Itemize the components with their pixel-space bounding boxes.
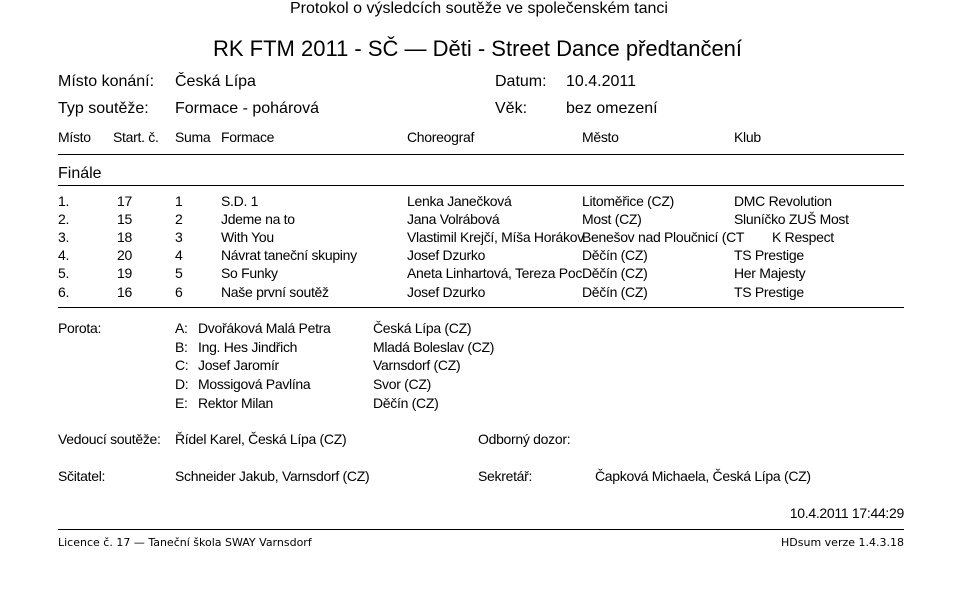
column-header-sum: Suma bbox=[175, 129, 211, 145]
result-club: TS Prestige bbox=[734, 284, 804, 300]
header-divider bbox=[58, 154, 904, 155]
judge-letter: D: bbox=[175, 376, 189, 392]
result-formation: So Funky bbox=[221, 265, 278, 281]
judge-letter: B: bbox=[175, 339, 188, 355]
competition-leader-value: Řídel Karel, Česká Lípa (CZ) bbox=[175, 431, 347, 447]
judge-name: Mossigová Pavlína bbox=[198, 376, 311, 392]
venue-value: Česká Lípa bbox=[175, 73, 256, 90]
result-formation: Naše první soutěž bbox=[221, 284, 329, 300]
result-sum: 3 bbox=[175, 229, 183, 245]
result-sum: 2 bbox=[175, 211, 183, 227]
jury-label: Porota: bbox=[58, 320, 102, 336]
result-formation: Návrat taneční skupiny bbox=[221, 247, 357, 263]
judge-city: Česká Lípa (CZ) bbox=[373, 320, 472, 336]
judge-city: Mladá Boleslav (CZ) bbox=[373, 339, 495, 355]
result-place: 4. bbox=[58, 247, 70, 263]
column-header-start: Start. č. bbox=[113, 129, 159, 145]
timestamp: 10.4.2011 17:44:29 bbox=[789, 505, 904, 521]
result-sum: 4 bbox=[175, 247, 183, 263]
secretary-value: Čapková Michaela, Česká Lípa (CZ) bbox=[595, 468, 811, 484]
result-start-number: 15 bbox=[117, 211, 132, 227]
result-sum: 6 bbox=[175, 284, 183, 300]
result-choreographer: Josef Dzurko bbox=[407, 284, 486, 300]
result-club: TS Prestige bbox=[734, 247, 804, 263]
software-version: HDsum verze 1.4.3.18 bbox=[781, 536, 904, 549]
result-city: Benešov nad Ploučnicí (CT bbox=[582, 229, 745, 245]
result-club: DMC Revolution bbox=[734, 193, 832, 209]
expert-supervision-label: Odborný dozor: bbox=[478, 431, 571, 447]
result-choreographer: Jana Volrábová bbox=[407, 211, 500, 227]
result-club: Her Majesty bbox=[734, 265, 806, 281]
date-label: Datum: bbox=[495, 73, 547, 90]
result-club: Sluníčko ZUŠ Most bbox=[734, 211, 849, 227]
result-city: Most (CZ) bbox=[582, 211, 642, 227]
result-formation: S.D. 1 bbox=[221, 193, 259, 209]
judge-letter: A: bbox=[175, 320, 188, 336]
result-sum: 1 bbox=[175, 193, 183, 209]
result-place: 3. bbox=[58, 229, 70, 245]
age-value: bez omezení bbox=[566, 100, 658, 117]
result-place: 1. bbox=[58, 193, 70, 209]
result-city: Děčín (CZ) bbox=[582, 247, 648, 263]
result-start-number: 18 bbox=[117, 229, 132, 245]
judge-name: Rektor Milan bbox=[198, 395, 273, 411]
column-header-place: Místo bbox=[58, 129, 91, 145]
column-header-formation: Formace bbox=[221, 129, 275, 145]
judge-city: Svor (CZ) bbox=[373, 376, 431, 392]
result-start-number: 16 bbox=[117, 284, 132, 300]
column-header-city: Město bbox=[582, 129, 619, 145]
result-city: Litoměřice (CZ) bbox=[582, 193, 674, 209]
counter-value: Schneider Jakub, Varnsdorf (CZ) bbox=[175, 468, 370, 484]
column-header-choreographer: Choreograf bbox=[407, 129, 475, 145]
result-city: Děčín (CZ) bbox=[582, 284, 648, 300]
judge-city: Varnsdorf (CZ) bbox=[373, 357, 461, 373]
result-start-number: 17 bbox=[117, 193, 132, 209]
result-choreographer: Aneta Linhartová, Tereza Poc bbox=[407, 265, 583, 281]
date-value: 10.4.2011 bbox=[566, 73, 636, 90]
competition-type-label: Typ soutěže: bbox=[58, 100, 149, 117]
judge-letter: C: bbox=[175, 357, 189, 373]
competition-leader-label: Vedoucí soutěže: bbox=[58, 431, 161, 447]
result-city: Děčín (CZ) bbox=[582, 265, 648, 281]
final-divider bbox=[58, 185, 904, 186]
result-choreographer: Josef Dzurko bbox=[407, 247, 486, 263]
age-label: Věk: bbox=[495, 100, 528, 117]
column-header-club: Klub bbox=[734, 129, 761, 145]
protocol-heading: Protokol o výsledcích soutěže ve společenském tanci bbox=[290, 0, 668, 17]
judge-letter: E: bbox=[175, 395, 188, 411]
venue-label: Místo konání: bbox=[58, 73, 155, 90]
result-sum: 5 bbox=[175, 265, 183, 281]
judge-name: Dvořáková Malá Petra bbox=[198, 320, 331, 336]
page-title: RK FTM 2011 - SČ — Děti - Street Dance předtančení bbox=[213, 36, 743, 61]
footer-divider bbox=[58, 529, 904, 530]
result-club: K Respect bbox=[772, 229, 834, 245]
judge-name: Josef Jaromír bbox=[198, 357, 279, 373]
judge-name: Ing. Hes Jindřich bbox=[198, 339, 298, 355]
judge-city: Děčín (CZ) bbox=[373, 395, 439, 411]
competition-type-value: Formace - pohárová bbox=[175, 100, 320, 117]
license-info: Licence č. 17 — Taneční škola SWAY Varnsdorf bbox=[58, 536, 312, 549]
result-start-number: 20 bbox=[117, 247, 132, 263]
result-place: 6. bbox=[58, 284, 70, 300]
result-place: 5. bbox=[58, 265, 70, 281]
result-place: 2. bbox=[58, 211, 70, 227]
counter-label: Sčitatel: bbox=[58, 468, 106, 484]
result-choreographer: Lenka Janečková bbox=[407, 193, 512, 209]
result-choreographer: Vlastimil Krejčí, Míša Horákov bbox=[407, 229, 584, 245]
result-start-number: 19 bbox=[117, 265, 132, 281]
result-formation: With You bbox=[221, 229, 274, 245]
final-label: Finále bbox=[58, 165, 102, 182]
results-divider bbox=[58, 307, 904, 308]
result-formation: Jdeme na to bbox=[221, 211, 295, 227]
secretary-label: Sekretář: bbox=[478, 468, 533, 484]
